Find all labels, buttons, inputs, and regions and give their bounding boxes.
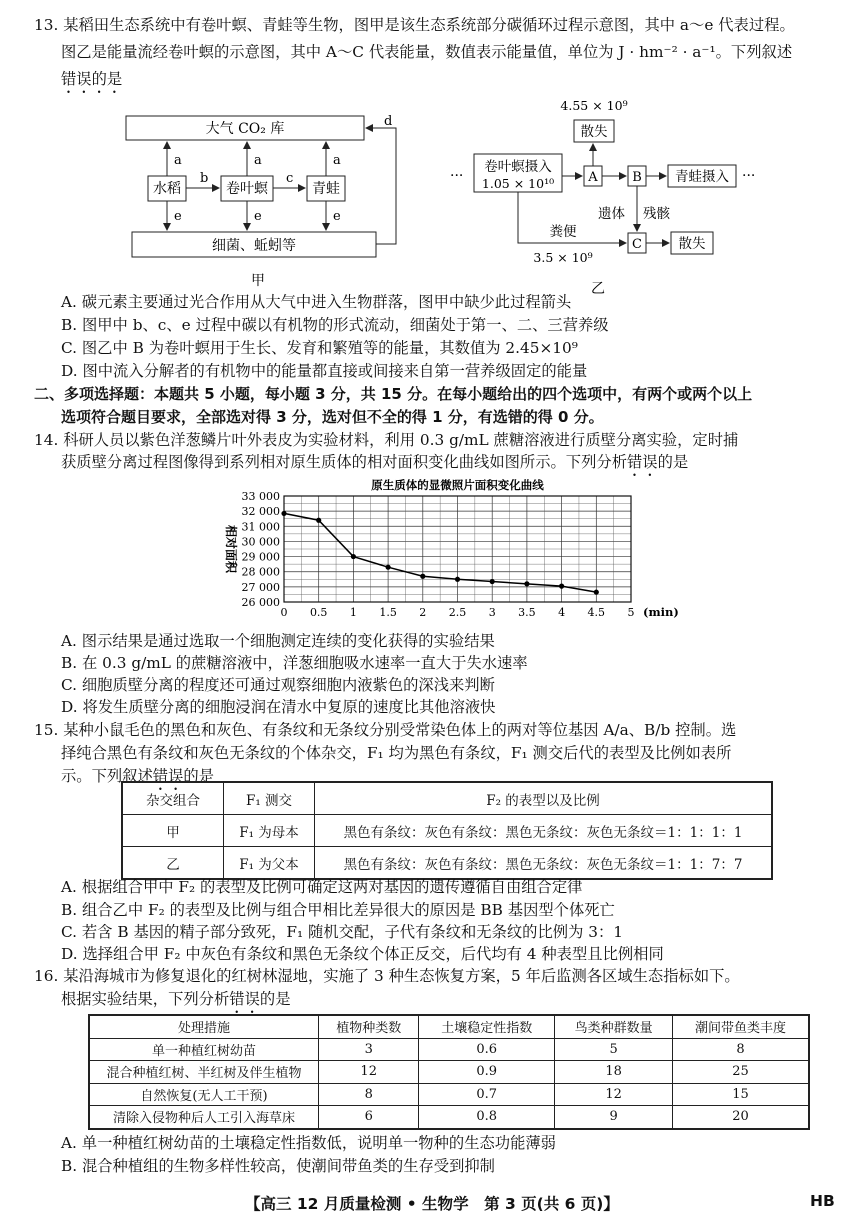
q16-table [88, 1014, 810, 1130]
footer-title: 【高三 12 月质量检测 • 生物学 第 3 页(共 6 页)】 [245, 1195, 619, 1213]
data-point [455, 577, 460, 582]
table-header-cell: F₂ 的表型以及比例 [315, 782, 773, 815]
q16-emphasis: 错误 [229, 990, 260, 1008]
table-row [89, 1083, 809, 1106]
y-tick-label: 28 000 [241, 565, 280, 579]
table-header-cell: 植物种类数 [319, 1015, 419, 1038]
borer-intake-label: 卷叶螟摄入 [484, 159, 552, 175]
q13-option-a: A. 碳元素主要通过光合作用从大气中进入生物群落，图甲中缺少此过程箭头 [61, 293, 572, 311]
q16-stem-line2 [61, 990, 291, 1017]
frog-label: 青蛙 [312, 181, 340, 197]
table-row [122, 847, 772, 880]
q13-option-d: D. 图中流入分解者的有机物中的能量都直接或间接来自第一营养级固定的能量 [61, 362, 588, 380]
process-e-label: e [333, 209, 341, 224]
y-tick-label: 27 000 [241, 580, 280, 594]
table-cell: F₁ 为父本 [224, 847, 315, 880]
decomposer-label: 细菌、蚯蚓等 [212, 238, 296, 254]
process-b-label: b [200, 171, 209, 186]
table-row [89, 1106, 809, 1129]
table-cell: 12 [555, 1083, 673, 1106]
x-tick-label: 3.5 [518, 606, 536, 619]
q15-stem-text: 示。下列叙述 [61, 767, 153, 785]
table-header-row [122, 782, 772, 815]
section2-heading-line2: 选项符合题目要求，全部选对得 3 分，选对但不全的得 1 分，有选错的得 0 分。 [61, 408, 604, 426]
right-dots: ··· [742, 168, 756, 184]
q14-stem-text: 获质壁分离过程图像得到系列相对原生质体的相对面积变化曲线如图所示。下列分析 [61, 453, 627, 471]
feces-value: 3.5 × 10⁹ [533, 250, 593, 265]
remains-label: 遗体 [598, 206, 625, 222]
y-axis-label: 相对面积 [224, 524, 238, 574]
table-cell: 3 [319, 1038, 419, 1061]
x-tick-label: 0.5 [309, 606, 328, 619]
x-tick-label: 0 [280, 606, 288, 619]
table-row [89, 1061, 809, 1084]
table-header-cell: 杂交组合 [122, 782, 224, 815]
table-header-cell: 处理措施 [89, 1015, 319, 1038]
table-cell: 0.8 [419, 1106, 555, 1129]
q14-option-b: B. 在 0.3 g/mL 的蔗糖溶液中，洋葱细胞吸水速率一直大于失水速率 [61, 654, 528, 672]
q15-stem-line1: 15. 某种小鼠毛色的黑色和灰色、有条纹和无条纹分别受常染色体上的两对等位基因 A/a、B/b 控制。选 [34, 721, 737, 739]
x-tick-label: 3 [488, 606, 496, 619]
x-tick-label: 1 [349, 606, 357, 619]
table-cell: 6 [319, 1106, 419, 1129]
q14-stem-line1: 14. 科研人员以紫色洋葱鳞片叶外表皮为实验材料，利用 0.3 g/mL 蔗糖溶液进行质壁分离实验，定时捕 [34, 431, 739, 449]
table-cell: 20 [673, 1106, 809, 1129]
process-d-label: d [384, 114, 393, 129]
loss-top-label: 散失 [580, 124, 608, 140]
q16-option-a: A. 单一种植红树幼苗的土壤稳定性指数低，说明单一物种的生态功能薄弱 [61, 1134, 556, 1152]
y-tick-label: 26 000 [241, 596, 280, 609]
footer-code: HB [810, 1192, 835, 1210]
table-row [122, 815, 772, 847]
q13-stem-line1: 13. 某稻田生态系统中有卷叶螟、青蛙等生物，图甲是该生态系统部分碳循环过程示意图，其中 a～e 代表过程。 [34, 16, 795, 34]
q15-option-b: B. 组合乙中 F₂ 的表型及比例与组合甲相比差异很大的原因是 BB 基因型个体死亡 [61, 901, 615, 919]
q15-option-a: A. 根据组合甲中 F₂ 的表型及比例可确定这两对基因的遗传遵循自由组合定律 [61, 878, 583, 896]
y-tick-label: 31 000 [241, 520, 280, 534]
table-header-cell: 潮间带鱼类丰度 [673, 1015, 809, 1038]
data-point [281, 511, 286, 516]
x-tick-label: 1.5 [379, 606, 397, 619]
table-cell: 甲 [122, 815, 224, 847]
q14-stem-line2 [61, 453, 688, 480]
data-point [524, 581, 529, 586]
x-tick-label: 2.5 [448, 606, 467, 619]
q13-stem-line3 [61, 70, 122, 97]
q14-emphasis: 错误 [627, 453, 658, 471]
y-tick-label: 30 000 [241, 535, 280, 549]
process-e-label: e [174, 209, 182, 224]
table-cell: 乙 [122, 847, 224, 880]
section2-heading-line1: 二、多项选择题：本题共 5 小题，每小题 3 分，共 15 分。在每小题给出的四个选项中，有两个或两个以上 [34, 385, 753, 403]
x-tick-label: 4 [558, 606, 566, 619]
q14-stem-end: 的是 [657, 453, 689, 471]
table-cell: 0.6 [419, 1038, 555, 1061]
data-point [351, 554, 356, 559]
table-header-cell: 鸟类种群数量 [555, 1015, 673, 1038]
borer-intake-value: 1.05 × 10¹⁰ [481, 176, 555, 191]
data-point [386, 565, 391, 570]
q13-emphasis: 错误的是 [61, 70, 123, 88]
table-cell: 混合种植红树、半红树及伴生植物 [89, 1061, 319, 1084]
table-cell: 5 [555, 1038, 673, 1061]
process-a-label: a [174, 153, 182, 168]
chart-title: 原生质体的显微照片面积变化曲线 [371, 478, 544, 492]
table-header-cell: F₁ 测交 [224, 782, 315, 815]
energy-b-label: B [632, 170, 642, 185]
q15-table [121, 781, 773, 880]
q13-option-c: C. 图乙中 B 为卷叶螟用于生长、发育和繁殖等的能量，其数值为 2.45×10⁹ [61, 339, 578, 357]
loss-top-value: 4.55 × 10⁹ [560, 98, 628, 113]
table-cell: 黑色有条纹：灰色有条纹：黑色无条纹：灰色无条纹＝1：1：7：7 [315, 847, 773, 880]
co2-pool-label: 大气 CO₂ 库 [205, 121, 285, 137]
table-cell: 单一种植红树幼苗 [89, 1038, 319, 1061]
left-dots: ··· [450, 168, 464, 184]
table-cell: F₁ 为母本 [224, 815, 315, 847]
residue-label: 残骸 [643, 206, 670, 222]
table-cell: 0.7 [419, 1083, 555, 1106]
caption-yi: 乙 [591, 281, 605, 297]
diagram-yi [448, 90, 778, 300]
process-c-label: c [286, 171, 294, 186]
data-point [316, 518, 321, 523]
q16-stem-end: 的是 [259, 990, 291, 1008]
table-header-row [89, 1015, 809, 1038]
table-cell: 自然恢复(无人工干预) [89, 1083, 319, 1106]
diagram-jia [118, 104, 418, 290]
y-tick-label: 29 000 [241, 550, 280, 564]
process-e-label: e [254, 209, 262, 224]
x-tick-label: 5 [627, 606, 635, 619]
feces-label: 粪便 [549, 224, 577, 240]
process-a-label: a [333, 153, 341, 168]
table-cell: 15 [673, 1083, 809, 1106]
q13-option-b: B. 图甲中 b、c、e 过程中碳以有机物的形式流动，细菌处于第一、二、三营养级 [61, 316, 609, 334]
table-cell: 8 [319, 1083, 419, 1106]
table-cell: 黑色有条纹：灰色有条纹：黑色无条纹：灰色无条纹＝1：1：1：1 [315, 815, 773, 847]
data-point [490, 579, 495, 584]
table-header-cell: 土壤稳定性指数 [419, 1015, 555, 1038]
table-cell: 0.9 [419, 1061, 555, 1084]
table-cell: 9 [555, 1106, 673, 1129]
data-point [559, 584, 564, 589]
q14-option-d: D. 将发生质壁分离的细胞浸润在清水中复原的速度比其他溶液快 [61, 698, 496, 716]
table-cell: 18 [555, 1061, 673, 1084]
caption-jia: 甲 [251, 273, 265, 289]
x-tick-label: 4.5 [587, 606, 606, 619]
x-tick-label: 2 [419, 606, 427, 619]
table-row [89, 1038, 809, 1061]
q15-stem-end: 的是 [183, 767, 215, 785]
borer-label: 卷叶螟 [226, 181, 268, 197]
q15-option-d: D. 选择组合甲 F₂ 中灰色有条纹和黑色无条纹个体正反交，后代均有 4 种表型且比例相同 [61, 945, 664, 963]
q13-stem-line2: 图乙是能量流经卷叶螟的示意图，其中 A～C 代表能量，数值表示能量值，单位为 J · hm⁻² · a⁻¹。下列叙述 [61, 43, 793, 61]
table-cell: 清除入侵物种后人工引入海草床 [89, 1106, 319, 1129]
table-cell: 25 [673, 1061, 809, 1084]
q14-option-a: A. 图示结果是通过选取一个细胞测定连续的变化获得的实验结果 [61, 632, 495, 650]
q16-stem-text: 根据实验结果，下列分析 [61, 990, 230, 1008]
y-tick-label: 32 000 [241, 505, 280, 519]
x-axis-label: (min) [643, 605, 679, 619]
q16-option-b: B. 混合种植组的生物多样性较高，使潮间带鱼类的生存受到抑制 [61, 1157, 495, 1175]
q15-stem-line2: 择纯合黑色有条纹和灰色无条纹的个体杂交，F₁ 均为黑色有条纹，F₁ 测交后代的表型及比例如表所 [61, 744, 732, 762]
data-point [594, 590, 599, 595]
process-a-label: a [254, 153, 262, 168]
table-cell: 8 [673, 1038, 809, 1061]
q15-emphasis: 错误 [152, 767, 184, 785]
frog-intake-label: 青蛙摄入 [675, 169, 729, 185]
q16-stem-line1: 16. 某沿海城市为修复退化的红树林湿地，实施了 3 种生态恢复方案，5 年后监测各区域生态指标如下。 [34, 967, 740, 985]
energy-a-label: A [588, 170, 598, 185]
protoplast-area-chart [218, 478, 690, 628]
energy-c-label: C [632, 237, 642, 252]
loss-right-label: 散失 [678, 236, 706, 252]
rice-label: 水稻 [153, 181, 181, 197]
q14-option-c: C. 细胞质壁分离的程度还可通过观察细胞内液紫色的深浅来判断 [61, 676, 495, 694]
table-cell: 12 [319, 1061, 419, 1084]
q15-option-c: C. 若含 B 基因的精子部分致死，F₁ 随机交配，子代有条纹和无条纹的比例为 3：1 [61, 923, 623, 941]
y-tick-label: 33 000 [241, 490, 280, 503]
data-point [420, 574, 425, 579]
